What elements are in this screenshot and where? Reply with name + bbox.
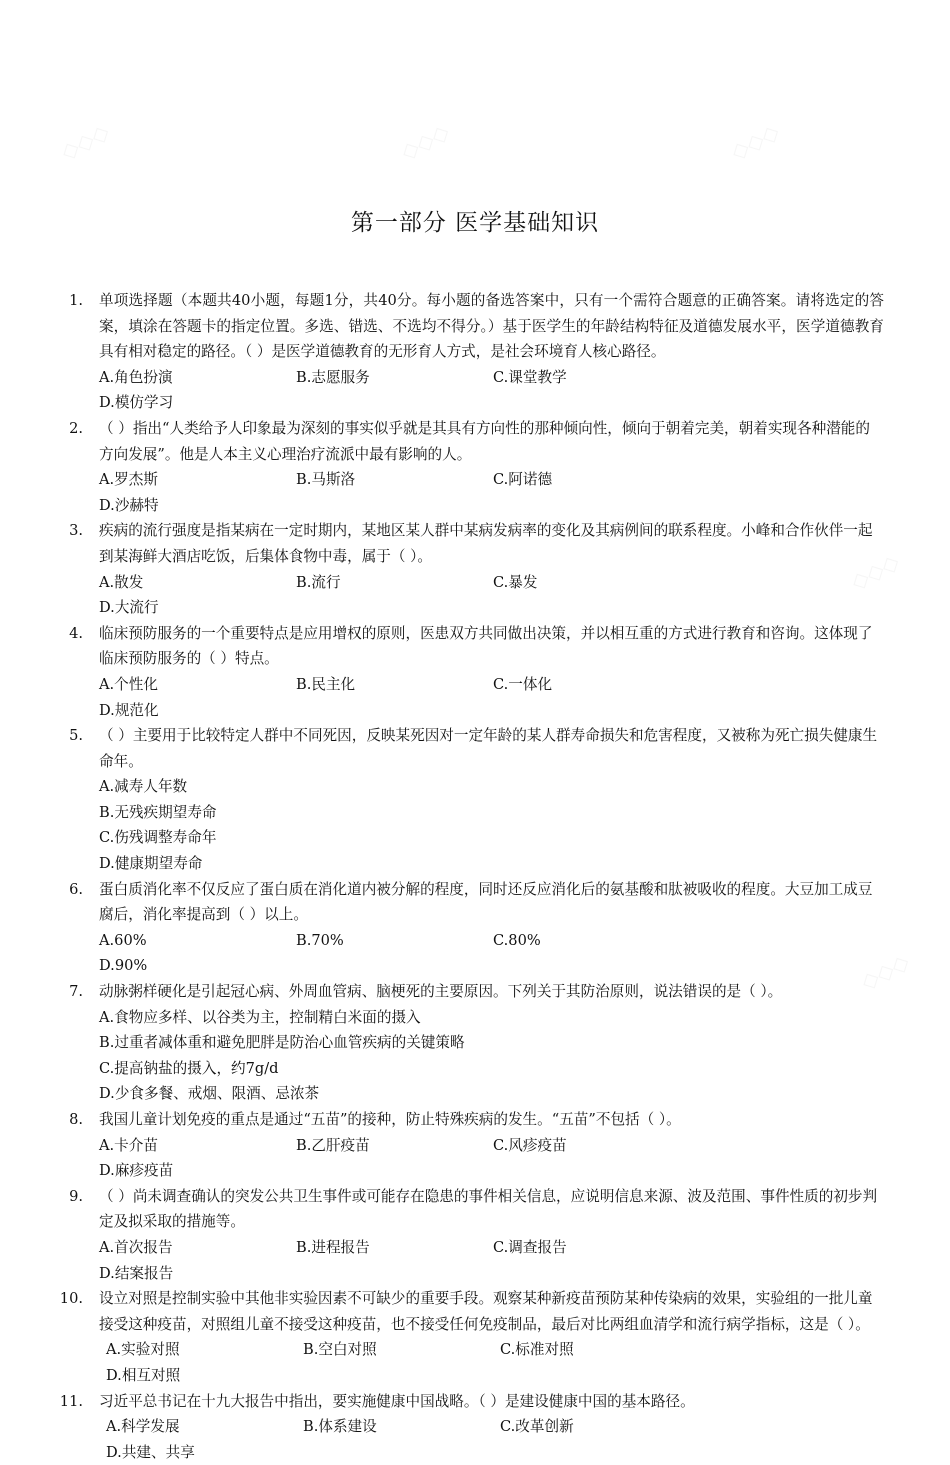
option-row: [99, 365, 884, 416]
question-text: （ ）主要用于比较特定人群中不同死因，反映某死因对一定年龄的某人群寿命损失和危害程度，又被称为死亡损失健康生命年。: [99, 727, 878, 770]
question-number: 5.: [69, 727, 83, 745]
option-row: [99, 1235, 884, 1286]
question-list: [0, 288, 950, 1465]
question-item: [69, 1184, 884, 1286]
question-number: 3.: [69, 522, 83, 540]
option-d[interactable]: D.90%: [99, 957, 148, 975]
option-a[interactable]: A.60%: [99, 931, 147, 949]
watermark: [57, 120, 114, 166]
option-c[interactable]: C.阿诺德: [493, 471, 553, 489]
option-b[interactable]: B.民主化: [296, 675, 356, 693]
option-b[interactable]: B.流行: [296, 573, 341, 591]
option-b[interactable]: B.马斯洛: [296, 471, 356, 489]
option-d[interactable]: D.沙赫特: [99, 496, 159, 514]
question-number: 9.: [69, 1187, 83, 1205]
question-number: 6.: [69, 880, 83, 898]
question-item: [59, 1389, 884, 1465]
option-a[interactable]: A.卡介苗: [99, 1136, 158, 1154]
question-item: [69, 621, 884, 723]
option-b[interactable]: B.无残疾期望寿命: [99, 803, 217, 821]
question-item: [69, 979, 884, 1107]
question-text: 临床预防服务的一个重要特点是应用增权的原则，医患双方共同做出决策，并以相互重的方式进行教育和咨询。这体现了临床预防服务的（ ）特点。: [99, 624, 873, 668]
question-item: [59, 1286, 884, 1388]
question-number: 10.: [59, 1290, 83, 1308]
watermark: [397, 120, 454, 166]
option-d[interactable]: D.共建、共享: [106, 1443, 195, 1461]
option-c[interactable]: C.调查报告: [493, 1238, 567, 1256]
option-row: [99, 1337, 884, 1388]
question-text: 蛋白质消化率不仅反应了蛋白质在消化道内被分解的程度，同时还反应消化后的氨基酸和肽被吸收的程度。大豆加工成豆腐后，消化率提高到（ ）以上。: [99, 880, 873, 924]
option-a[interactable]: A.角色扮演: [99, 368, 173, 386]
question-item: [69, 518, 884, 620]
option-row: [99, 570, 884, 621]
question-number: 11.: [59, 1392, 83, 1410]
option-b[interactable]: B.70%: [296, 931, 344, 949]
option-c[interactable]: C.改革创新: [500, 1418, 574, 1436]
option-row: [99, 1414, 884, 1465]
option-b[interactable]: B.志愿服务: [296, 368, 370, 386]
option-c[interactable]: C.标准对照: [500, 1341, 574, 1359]
option-d[interactable]: D.相互对照: [106, 1366, 181, 1384]
option-a[interactable]: A.个性化: [99, 675, 158, 693]
option-b[interactable]: B.乙肝疫苗: [296, 1136, 370, 1154]
question-text: 动脉粥样硬化是引起冠心病、外周血管病、脑梗死的主要原因。下列关于其防治原则，说法错误的是（ ）。: [99, 983, 783, 1001]
question-number: 8.: [69, 1111, 83, 1128]
question-text: 习近平总书记在十九大报告中指出，要实施健康中国战略。（ ）是建设健康中国的基本路径。: [99, 1392, 695, 1410]
page-title: 第一部分 医学基础知识: [350, 210, 600, 236]
option-d[interactable]: D.结案报告: [99, 1264, 174, 1282]
option-row: [99, 467, 884, 518]
option-b[interactable]: B.空白对照: [303, 1341, 377, 1359]
question-item: [69, 1107, 884, 1184]
option-c[interactable]: C.课堂教学: [493, 368, 567, 386]
option-d[interactable]: D.健康期望寿命: [99, 855, 203, 873]
option-d[interactable]: D.少食多餐、戒烟、限酒、忌浓茶: [99, 1085, 320, 1103]
question-number: 4.: [69, 624, 83, 642]
option-row: [99, 1005, 884, 1107]
option-a[interactable]: A.减寿人年数: [99, 778, 188, 796]
option-row: [99, 774, 884, 876]
option-d[interactable]: D.规范化: [99, 701, 159, 719]
option-c[interactable]: C.伤残调整寿命年: [99, 829, 217, 847]
question-item: [69, 723, 884, 877]
question-item: [69, 416, 884, 518]
option-a[interactable]: A.散发: [99, 573, 144, 591]
question-item: [69, 877, 884, 979]
option-c[interactable]: C.暴发: [493, 573, 538, 591]
question-text: （ ）指出“人类给予人印象最为深刻的事实似乎就是其具有方向性的那种倾向性，倾向于朝着完美，朝着实现各种潜能的方向发展”。他是人本主义心理治疗流派中最有影响的人。: [99, 419, 870, 463]
option-a[interactable]: A.罗杰斯: [99, 471, 158, 489]
option-a[interactable]: A.科学发展: [106, 1418, 180, 1436]
question-text: 单项选择题（本题共40小题，每题1分，共40分。每小题的备选答案中，只有一个需符合题意的正确答案。请将选定的答案，填涂在答题卡的指定位置。多选、错选、不选均不得分。）基于医学生的年龄结构特征及道德发展水平，医学道德教育具有相对稳定的路径。（ ）是医学道德教育的无形育人方式，是社会环境育人核心路径。: [99, 292, 884, 361]
question-text: 疾病的流行强度是指某病在一定时期内，某地区某人群中某病发病率的变化及其病例间的联系程度。小峰和合作伙伴一起到某海鲜大酒店吃饭，后集体食物中毒，属于（ ）。: [99, 522, 873, 565]
option-a[interactable]: A.实验对照: [106, 1341, 180, 1359]
option-row: [99, 928, 884, 979]
option-a[interactable]: A.食物应多样、以谷类为主，控制精白米面的摄入: [99, 1008, 421, 1026]
question-item: [69, 288, 884, 416]
question-number: 1.: [69, 292, 83, 309]
option-row: [99, 672, 884, 723]
option-c[interactable]: C.一体化: [493, 675, 553, 693]
option-c[interactable]: C.提高钠盐的摄入，约7g/d: [99, 1059, 279, 1077]
option-d[interactable]: D.麻疹疫苗: [99, 1162, 174, 1180]
question-text: （ ）尚未调查确认的突发公共卫生事件或可能存在隐患的事件相关信息，应说明信息来源、波及范围、事件性质的初步判定及拟采取的措施等。: [99, 1187, 878, 1231]
question-text: 我国儿童计划免疫的重点是通过“五苗”的接种，防止特殊疾病的发生。“五苗”不包括（ ）。: [99, 1111, 681, 1128]
option-c[interactable]: C.风疹疫苗: [493, 1136, 567, 1154]
option-row: [99, 1133, 884, 1184]
question-number: 7.: [69, 983, 83, 1001]
option-d[interactable]: D.模仿学习: [99, 394, 174, 412]
option-a[interactable]: A.首次报告: [99, 1238, 173, 1256]
option-b[interactable]: B.过重者减体重和避免肥胖是防治心血管疾病的关键策略: [99, 1034, 465, 1052]
question-number: 2.: [69, 419, 83, 437]
option-d[interactable]: D.大流行: [99, 599, 159, 617]
watermark: [727, 120, 784, 166]
question-text: 设立对照是控制实验中其他非实验因素不可缺少的重要手段。观察某种新疫苗预防某种传染病的效果，实验组的一批儿童接受这种疫苗，对照组儿童不接受这种疫苗，也不接受任何免疫制品，最后对比两组血清学和流行病学指标，这是（ ）。: [99, 1290, 873, 1333]
option-b[interactable]: B.进程报告: [296, 1238, 370, 1256]
option-b[interactable]: B.体系建设: [303, 1418, 377, 1436]
option-c[interactable]: C.80%: [493, 931, 541, 949]
